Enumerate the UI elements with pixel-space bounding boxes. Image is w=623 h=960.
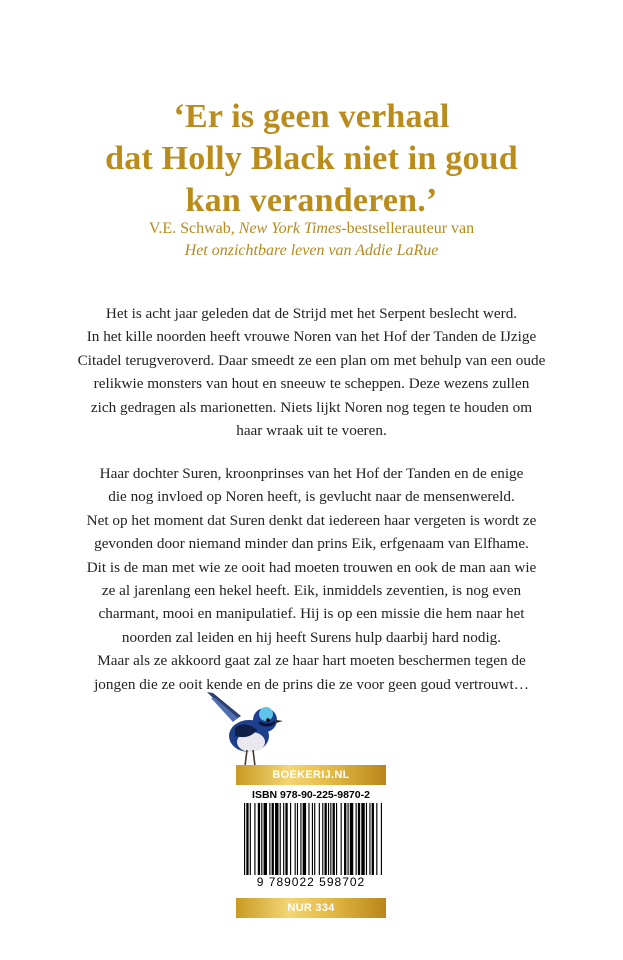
isbn-barcode [236,787,386,893]
barcode-stripe [303,803,306,875]
barcode-stripe [269,803,270,875]
barcode-stripe [348,803,349,875]
blurb-line: Net op het moment dat Suren denkt dat iedereen haar vergeten is wordt ze [86,511,537,529]
barcode-stripe [254,803,255,875]
barcode-stripe [319,803,320,875]
barcode-stripe [358,803,360,875]
barcode-stripe [297,803,298,875]
attribution-book: Het onzichtbare leven van Addie LaRue [184,242,439,259]
barcode-stripe [322,803,323,875]
review-quote [0,96,623,222]
barcode-stripe [280,803,281,875]
barcode-stripe [381,803,382,875]
barcode-stripe [308,803,309,875]
barcode-stripe [261,803,262,875]
barcode-stripe [244,803,245,875]
barcode-stripe [376,803,377,875]
barcode-stripe [330,803,331,875]
barcode-stripe [366,803,367,875]
quote-line-2: dat Holly Black niet in goud [105,140,518,177]
blurb-line: relikwie monsters van hout en sneeuw te scheppen. Deze wezens zullen [93,375,530,393]
quote-line-3: kan veranderen.’ [185,182,438,219]
wren-bird-illustration [205,690,295,770]
barcode-stripe [275,803,278,875]
publisher-url-bar: BOEKERIJ.NL [236,765,386,785]
barcode-stripe [300,803,301,875]
blurb-line: die nog invloed op Noren heeft, is gevlucht naar de mensenwereld. [108,488,515,506]
blurb-line: charmant, mooi en manipulatief. Hij is op een missie die hem naar het [98,605,525,623]
barcode-bars [244,803,382,875]
blurb-line: Maar als ze akkoord gaat zal ze haar hart moeten beschermen tegen de [97,652,526,670]
barcode-stripe [314,803,315,875]
blurb-line: Het is acht jaar geleden dat de Strijd met het Serpent beslecht werd. [105,305,518,322]
barcode-stripe [264,803,267,875]
barcode-stripe [341,803,342,875]
quote-line-1: ‘Er is geen verhaal [173,98,450,135]
blurb-paragraph-2 [64,462,559,696]
blurb-line: gevonden door niemand minder dan prins Eik, erfgenaam van Elfhame. [94,535,529,553]
barcode-stripe [295,803,296,875]
quote-attribution [0,218,623,262]
barcode-stripe [361,803,364,875]
blurb-line: ze al jarenlang een hekel heeft. Eik, inmiddels zeventien, is nog even [101,582,522,600]
attribution-role: -bestsellerauteur van [341,220,475,237]
blurb-paragraph-1 [64,302,559,442]
blurb-line: jongen die ze ooit kende en de prins die ze voor geen goud vertrouwt… [94,675,529,693]
barcode-stripe [246,803,248,875]
nur-code-bar: NUR 334 [236,898,386,918]
attribution-author: V.E. Schwab, [148,220,239,237]
barcode-stripe [258,803,260,875]
barcode-stripe [250,803,251,875]
barcode-stripe [283,803,284,875]
isbn-label: ISBN 978-90-225-9870-2 [252,789,370,801]
barcode-stripe [356,803,357,875]
barcode-stripe [325,803,327,875]
barcode-stripe [312,803,313,875]
blurb-line: Haar dochter Suren, kroonprinses van het Hof der Tanden en de enige [99,465,524,482]
barcode-stripe [272,803,274,875]
barcode-stripe [369,803,370,875]
barcode-stripe [350,803,353,875]
barcode-stripe [372,803,374,875]
blurb-line: haar wraak uit te voeren. [236,422,387,440]
attribution-publication: New York Times [238,220,342,237]
blurb-line: In het kille noorden heeft vrouwe Noren van het Hof der Tanden de IJzige [86,328,537,346]
blurb-line: Citadel terugveroverd. Daar smeedt ze een plan om met behulp van een oude [77,351,546,369]
barcode-stripe [328,803,329,875]
barcode-stripe [333,803,335,875]
barcode-stripe [285,803,287,875]
blurb-line: Dit is de man met wie ze ooit had moeten trouwen en ook de man aan wie [86,558,537,576]
barcode-stripe [344,803,346,875]
blurb-line: noorden zal leiden en hij heeft Surens hulp daarbij hard nodig. [121,628,502,646]
barcode-stripe [290,803,291,875]
barcode-stripe [336,803,337,875]
blurb-line: zich gedragen als marionetten. Niets lijkt Noren nog tegen te houden om [90,398,533,416]
barcode-number: 9 789022 598702 [256,875,366,889]
